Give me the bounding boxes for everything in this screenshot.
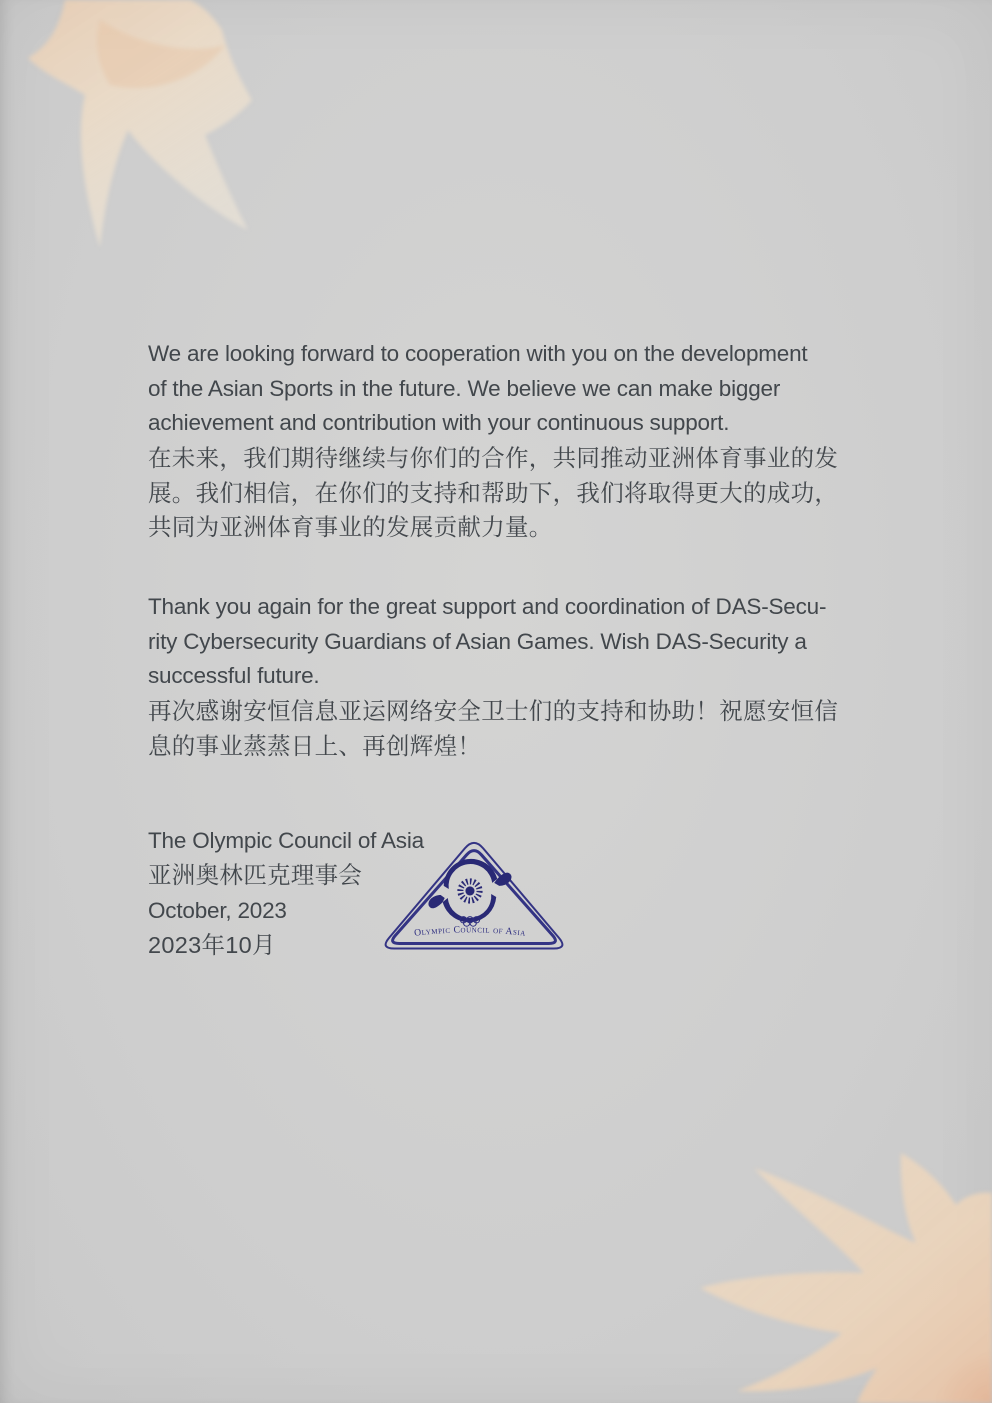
p2-en-line-2: rity Cybersecurity Guardians of Asian Games. Wish DAS-Security a — [148, 628, 807, 654]
p2-en-line-3: successful future. — [148, 663, 320, 689]
watercolor-leaf-bottom-right-icon — [692, 1123, 992, 1403]
p2-zh-line-1: 再次感谢安恒信息亚运网络安全卫士们的支持和协助！祝愿安恒信 — [148, 698, 839, 725]
watercolor-leaf-top-left-icon — [0, 0, 340, 280]
signature-date-en: October, 2023 — [148, 898, 287, 923]
paragraph-2 — [148, 590, 838, 763]
signature-date-zh: 2023年10月 — [148, 932, 276, 958]
p1-zh-line-1: 在未来，我们期待继续与你们的合作，共同推动亚洲体育事业的发 — [148, 445, 839, 472]
p1-en-line-2: of the Asian Sports in the future. We believe we can make bigger — [148, 375, 781, 401]
p1-en-line-1: We are looking forward to cooperation with you on the development — [148, 341, 808, 366]
oca-stamp-seal — [372, 833, 574, 955]
signature-org-zh: 亚洲奥林匹克理事会 — [148, 862, 363, 888]
stamp-label: Olympic Council of Asia — [413, 924, 527, 939]
svg-text:Olympic Council of Asia — [414, 924, 527, 938]
paragraph-1 — [148, 337, 838, 545]
p1-en-line-3: achievement and contribution with your continuous support. — [148, 410, 730, 436]
signature-org-en: The Olympic Council of Asia — [148, 828, 424, 853]
oca-sun-icon — [460, 881, 479, 900]
p1-zh-line-3: 共同为亚洲体育事业的发展贡献力量。 — [148, 514, 553, 541]
p2-en-line-1: Thank you again for the great support and coordination of DAS-Secu- — [148, 594, 827, 619]
p1-zh-line-2: 展。我们相信，在你们的支持和帮助下，我们将取得更大的成功， — [148, 479, 839, 506]
p2-zh-line-2: 息的事业蒸蒸日上、再创辉煌！ — [148, 732, 482, 759]
